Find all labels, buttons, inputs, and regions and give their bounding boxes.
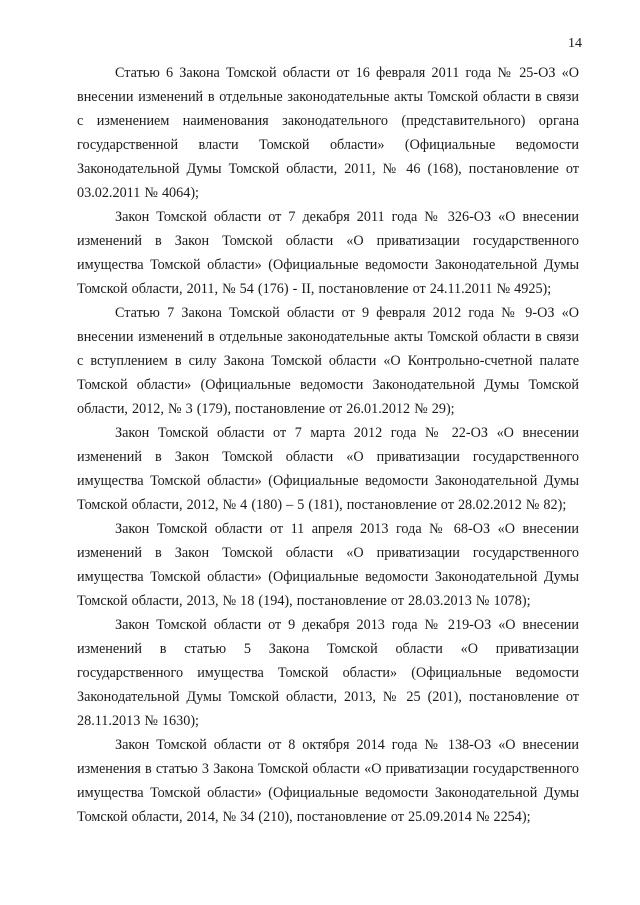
paragraph: Закон Томской области от 7 декабря 2011 года № 326-ОЗ «О внесении изменений в Закон Томской области «О приватизации государственного имущества Томской области» (Официальные ведомости Законодательной Думы Томской области, 2011, № 54 (176) - II, постановление от 24.11.2011 № 4925); [77,209,579,297]
paragraph: Статью 6 Закона Томской области от 16 февраля 2011 года № 25-ОЗ «О внесении изменений в отдельные законодательные акты Томской области в связи с изменением наименования законодательного (представительного) органа государственной власти Томской области» (Официальные ведомости Законодательной Думы Томской области, 2011, № 46 (168), постановление от 03.02.2011 № 4064); [77,65,579,201]
paragraph: Статью 7 Закона Томской области от 9 февраля 2012 года № 9-ОЗ «О внесении изменений в отдельные законодательные акты Томской области в связи с вступлением в силу Закона Томской области «О Контрольно-счетной палате Томской области» (Официальные ведомости Законодательной Думы Томской области, 2012, № 3 (179), постановление от 26.01.2012 № 29); [77,305,579,417]
paragraph: Закон Томской области от 9 декабря 2013 года № 219-ОЗ «О внесении изменений в статью 5 Закона Томской области «О приватизации государственного имущества Томской области» (Официальные ведомости Законодательной Думы Томской области, 2013, № 25 (201), постановление от 28.11.2013 № 1630); [77,617,579,729]
paragraph: Закон Томской области от 8 октября 2014 года № 138-ОЗ «О внесении изменения в статью 3 Закона Томской области «О приватизации государственного имущества Томской области» (Официальные ведомости Законодательной Думы Томской области, 2014, № 34 (210), постановление от 25.09.2014 № 2254); [77,737,579,825]
paragraph: Закон Томской области от 11 апреля 2013 года № 68-ОЗ «О внесении изменений в Закон Томской области «О приватизации государственного имущества Томской области» (Официальные ведомости Законодательной Думы Томской области, 2013, № 18 (194), постановление от 28.03.2013 № 1078); [77,521,579,609]
page-number: 14 [568,36,582,51]
document-body [77,61,579,829]
paragraph: Закон Томской области от 7 марта 2012 года № 22-ОЗ «О внесении изменений в Закон Томской области «О приватизации государственного имущества Томской области» (Официальные ведомости Законодательной Думы Томской области, 2012, № 4 (180) – 5 (181), постановление от 28.02.2012 № 82); [77,425,579,513]
